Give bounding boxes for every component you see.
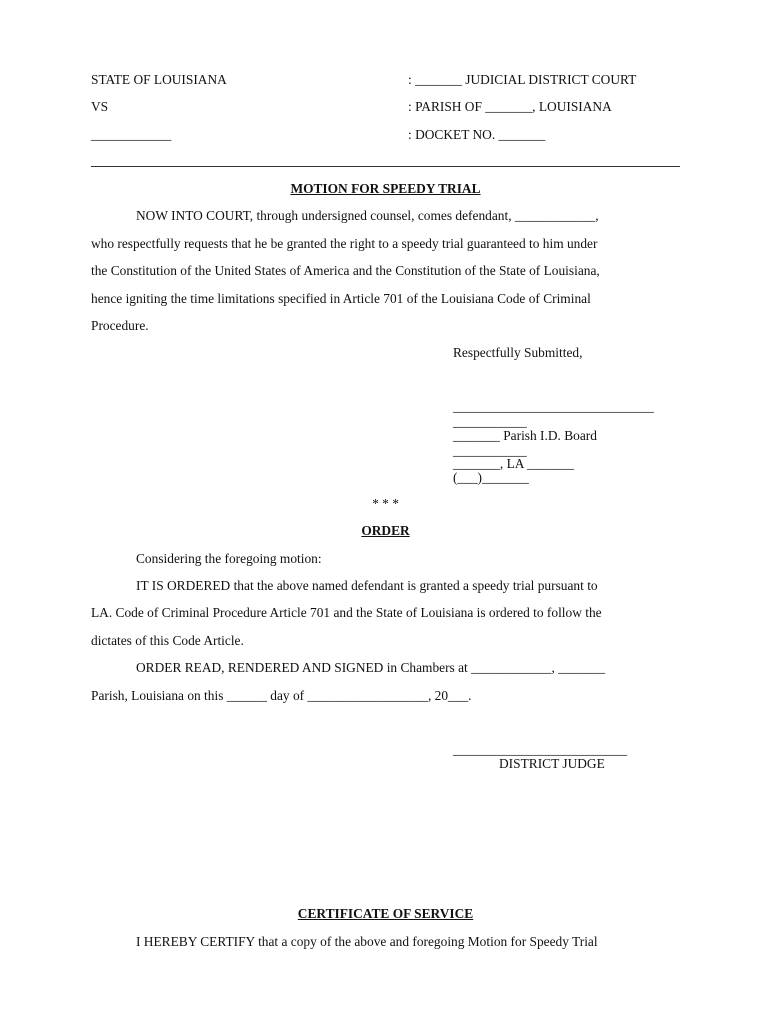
certificate-line-1: I HEREBY CERTIFY that a copy of the above and foregoing Motion for Speedy Trial	[136, 934, 598, 949]
caption-vs: VS	[91, 99, 109, 114]
order-line-3: dictates of this Code Article.	[91, 633, 244, 648]
caption-court: : _______ JUDICIAL DISTRICT COURT	[408, 72, 637, 87]
motion-line-3: the Constitution of the United States of America and the Constitution of the State of Louisiana,	[91, 263, 600, 278]
caption-parish: : PARISH OF _______, LOUISIANA	[408, 99, 612, 114]
attorney-organization: _______ Parish I.D. Board	[453, 428, 597, 443]
respectfully-submitted: Respectfully Submitted,	[453, 345, 583, 360]
order-line-1: IT IS ORDERED that the above named defendant is granted a speedy trial pursuant to	[136, 578, 598, 593]
attorney-address-blank: ___________	[453, 443, 527, 458]
caption-divider	[91, 166, 680, 167]
certificate-title: CERTIFICATE OF SERVICE	[297, 906, 474, 921]
order-line-2: LA. Code of Criminal Procedure Article 701 and the State of Louisiana is ordered to follow the	[91, 605, 602, 620]
motion-line-1: NOW INTO COURT, through undersigned counsel, comes defendant, ____________,	[136, 208, 599, 223]
attorney-name-blank: ___________	[453, 414, 527, 429]
caption-defendant-blank: ____________	[91, 127, 172, 142]
motion-title: MOTION FOR SPEEDY TRIAL	[290, 181, 481, 196]
caption-docket: : DOCKET NO. _______	[408, 127, 546, 142]
order-read-line-1: ORDER READ, RENDERED AND SIGNED in Chambers at ____________, _______	[136, 660, 606, 675]
judge-signature-line: __________________________	[453, 742, 628, 757]
judge-label: DISTRICT JUDGE	[499, 756, 605, 771]
order-considering: Considering the foregoing motion:	[136, 551, 322, 566]
motion-line-2: who respectfully requests that he be granted the right to a speedy trial guaranteed to him under	[91, 236, 598, 251]
attorney-phone: (___)_______	[453, 470, 529, 485]
attorney-signature-line: ______________________________	[453, 399, 654, 414]
order-read-line-2: Parish, Louisiana on this ______ day of __________________, 20___.	[91, 688, 472, 703]
attorney-city-state: _______, LA _______	[453, 456, 574, 471]
order-title: ORDER	[361, 523, 410, 538]
motion-line-5: Procedure.	[91, 318, 149, 333]
motion-line-4: hence igniting the time limitations specified in Article 701 of the Louisiana Code of Criminal	[91, 291, 591, 306]
section-separator: * * *	[372, 496, 399, 511]
caption-state: STATE OF LOUISIANA	[91, 72, 227, 87]
